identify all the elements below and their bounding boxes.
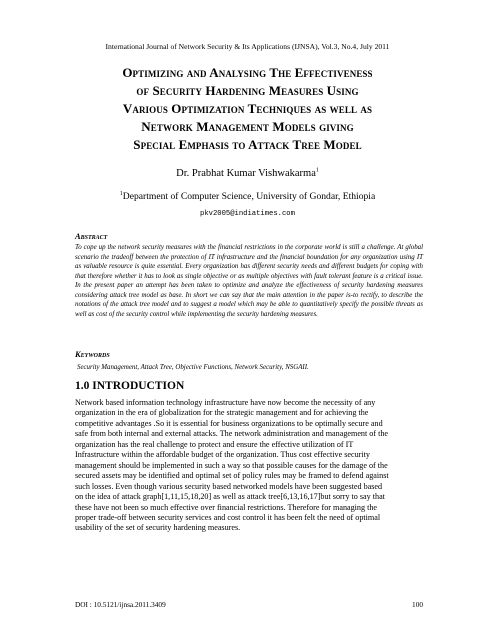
abstract-text: To cope up the network security measures with the financial restrictions in the corporate world is still a challenge. At global scenario the tradeoff between the protection of IT infrastructure and the financial boundation for any organization using IT as valuable resource is quite essential. Every organization has different security needs and different budgets for coping with that therefore whether it has to look as single objective or as multiple objectives with fault tolerant feature is a critical issue. In the present paper an attempt has been taken to optimize and analyze the effectiveness of security hardening measures considering attack tree model as base. In short we can say that the main attention in the paper is-to rectify, to describe the notations of the attack tree model and to suggest a model which may be able to quantitatively specify the possible threats as well as cost of the security control while implementing the security hardening measures. [75,244,423,318]
author-name: Dr. Prabhat Kumar Vishwakarma [176,168,316,179]
text-line: these have not been so much effective over financial restrictions. Therefore for managing the [75,502,378,512]
text-line: Infrastructure within the affordable budget of the organization. Thus cost effective security [75,450,370,460]
text-line: proper trade-off between security services and cost control it has been felt the need of optimal [75,512,381,522]
text-line: competitive advantages .So it is essential for business organizations to be optimally secure and [75,418,383,428]
text-line: on the idea of attack graph[1,11,15,18,20] as well as attack tree[6,13,16,17]but sorry to say that [75,492,385,502]
introduction-heading: 1.0 INTRODUCTION [75,380,185,392]
title-line: Special Emphasis to Attack Tree Model [133,137,362,152]
affiliation: Department of Computer Science, University of Gondar, Ethiopia [122,191,376,202]
text-line: usability of the set of security hardening measures. [75,523,241,533]
journal-header: International Journal of Network Security & Its Applications (IJNSA), Vol.3, No.4, July 2011 [105,42,390,51]
title-line: Various Optimization Techniques as well as [122,101,373,116]
text-line: such losses. Even though various security based networked models have been suggested based [75,481,383,491]
text-line: safe from both internal and external attacks. The network administration and management of the [75,429,389,439]
keywords-heading: Keywords [75,349,110,359]
title-line: of Security Hardening Measures Using [136,83,359,98]
affiliation-line [0,191,495,202]
paper-title [50,64,445,154]
title-line: Network Management Models giving [141,119,354,134]
text-line: organization has the real challenge to protect and ensure the effective utilization of IT [75,439,354,449]
author-line [0,168,495,179]
abstract-heading: Abstract [75,231,108,241]
keywords-text: Security Management, Attack Tree, Objective Functions, Network Security, NSGAII. [77,364,309,371]
affiliation-sup: 1 [119,190,123,197]
doi-footer: DOI : 10.5121/ijnsa.2011.3409 [75,600,166,609]
author-email: pkv2005@indiatimes.com [200,210,295,218]
text-line: secured assets may be identified and optimal set of policy rules may be framed to defend against [75,471,389,481]
text-line: organization in the era of globalization for the strategic management and for achieving the [75,408,369,418]
page-number: 100 [412,600,423,609]
text-line: management should be implemented in such a way so that possible causes for the damage of the [75,460,388,470]
title-line: Optimizing and Analysing The Effectiveness [122,65,373,80]
text-line: Network based information technology infrastructure have now become the necessity of any [75,398,376,407]
introduction-text [75,398,423,534]
author-sup: 1 [315,167,319,174]
